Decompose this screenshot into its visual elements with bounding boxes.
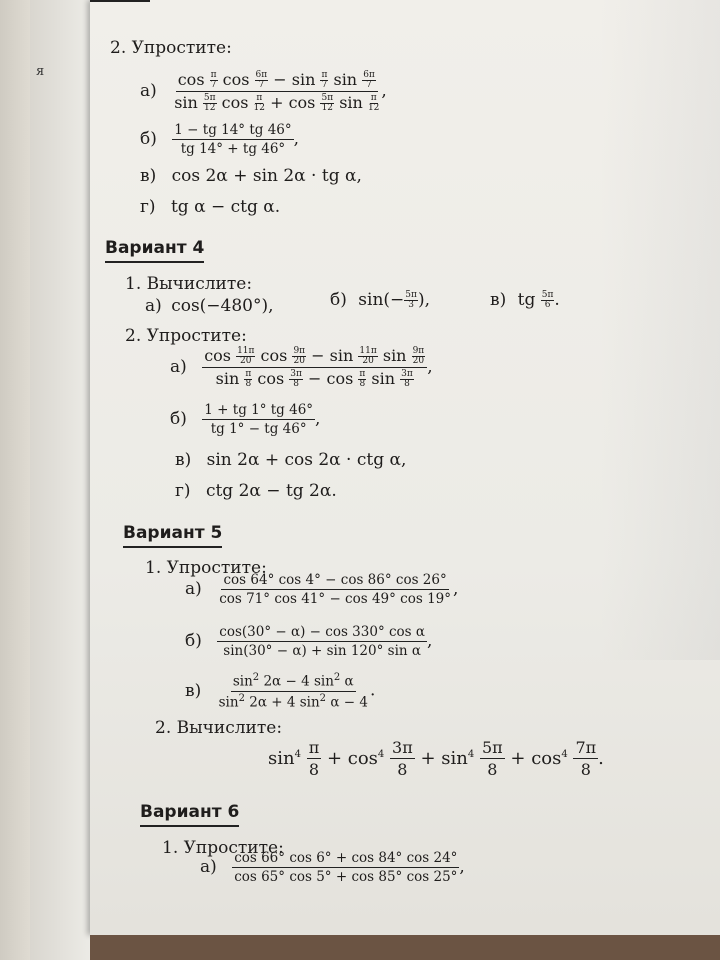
inline-fraction: $\frac{\pi}{12}$: [253, 93, 265, 113]
v3-task2-heading: 2. Упростите:: [110, 38, 232, 58]
v3-a-denominator: sin $\frac{5\pi}{12}$ cos $\frac{\pi}{12}$ + cos $\frac{5\pi}{12}$ sin $\frac{\pi}{12}$: [174, 93, 380, 113]
power-term: $\sin^4$ $\frac{5\pi}{8}$ +: [441, 738, 532, 779]
v4-task1-c: в) tg $\frac{5\pi}{6}$ .: [490, 290, 560, 310]
variant-6-heading: Вариант 6: [140, 802, 239, 827]
inline-fraction: $\frac{\pi}{8}$: [359, 369, 366, 389]
v4-task1-a: а) cos(−480°),: [145, 296, 274, 316]
inline-fraction: $\frac{\pi}{7}$: [210, 70, 217, 90]
v3-item-a: а) cos $\frac{\pi}{7}$ cos $\frac{6\pi}{7}$ − sin $\frac{\pi}{7}$ sin $\frac{6\pi}{7}$ sin $\frac{5\pi}{12}$ cos $\frac{\pi}{12}$ + cos $\frac{5\pi}{12}$ sin $\frac{\pi}{12}$ ,: [140, 70, 387, 113]
v5-task1-heading: 1. Упростите:: [145, 558, 267, 578]
variant-5-heading: Вариант 5: [123, 523, 222, 548]
v6-task1-heading: 1. Упростите:: [162, 838, 284, 858]
v4-item-b: б) $\frac{1 + tg 1^\circ tg 46^\circ}{tg 1^\circ - tg 46^\circ}$ ,: [170, 402, 321, 437]
inline-fraction: $\frac{9\pi}{20}$: [293, 346, 306, 366]
v5-item-a: а) $\frac{\cos 64^\circ \cos 4^\circ - \cos 86^\circ \cos 26^\circ}{\cos 71^\circ \cos 41^\circ - \cos 49^\circ \cos 19^\circ}$ ,: [185, 572, 459, 607]
inline-fraction: $\frac{\pi}{8}$: [245, 369, 252, 389]
v5-task2-expression: [268, 738, 604, 779]
table-surface: [90, 935, 720, 960]
v3-item-d: г) tg α − ctg α.: [140, 197, 281, 217]
inline-fraction: $\frac{6\pi}{7}$: [363, 70, 375, 90]
inline-fraction: $\frac{5\pi}{12}$: [203, 93, 216, 113]
previous-page-edge: [30, 0, 92, 960]
v4-a-fraction: cos $\frac{11\pi}{20}$ cos $\frac{9\pi}{20}$ − sin $\frac{11\pi}{20}$ sin $\frac{9\pi}{20}$ sin $\frac{\pi}{8}$ cos $\frac{3\pi}{8}$ − cos $\frac{\pi}{8}$ sin $\frac{3\pi}{8}$: [202, 346, 427, 389]
inline-fraction: $\frac{3\pi}{8}$: [290, 369, 302, 389]
v3-a-numerator: cos $\frac{\pi}{7}$ cos $\frac{6\pi}{7}$ − sin $\frac{\pi}{7}$ sin $\frac{6\pi}{7}$: [176, 70, 378, 92]
variant-4-heading: Вариант 4: [105, 238, 204, 263]
book-page: [90, 0, 720, 935]
top-rule: [90, 0, 150, 2]
v4-item-a: а) cos $\frac{11\pi}{20}$ cos $\frac{9\pi}{20}$ − sin $\frac{11\pi}{20}$ sin $\frac{9\pi}{20}$ sin $\frac{\pi}{8}$ cos $\frac{3\pi}{8}$ − cos $\frac{\pi}{8}$ sin $\frac{3\pi}{8}$ ,: [170, 346, 433, 389]
v3-a-fraction: [172, 70, 381, 113]
inline-fraction: $\frac{11\pi}{20}$: [237, 346, 255, 366]
v4-item-c: в) sin 2α + cos 2α · ctg α,: [175, 450, 407, 470]
v4-item-d: г) ctg 2α − tg 2α.: [175, 481, 337, 501]
inline-fraction: $\frac{3\pi}{8}$: [401, 369, 413, 389]
v4-task1-heading: 1. Вычислите:: [125, 274, 253, 294]
v3-b-fraction: $\frac{1 - tg 14^\circ tg 46^\circ}{tg 14^\circ + tg 46^\circ}$: [174, 122, 292, 157]
v5-item-c: в) $\frac{\sin^2 2\alpha - 4 \sin^2 \alpha}{\sin^2 2\alpha + 4 \sin^2 \alpha - 4}$ .: [185, 672, 376, 710]
power-term: $\cos^4$ $\frac{7\pi}{8}$ .: [531, 738, 604, 779]
v5-task2-heading: 2. Вычислите:: [155, 718, 283, 738]
v3-item-c: в) cos 2α + sin 2α · tg α,: [140, 166, 362, 186]
v6-item-a: а) $\frac{\cos 66^\circ \cos 6^\circ + \cos 84^\circ \cos 24^\circ}{\cos 65^\circ \cos 5^\circ + \cos 85^\circ \cos 25^\circ}$ ,: [200, 850, 465, 885]
v4-task1-b: б) sin(− $\frac{5\pi}{3}$ ),: [330, 290, 430, 310]
v3-item-b: б) $\frac{1 - tg 14^\circ tg 46^\circ}{tg 14^\circ + tg 46^\circ}$ ,: [140, 122, 300, 157]
inline-fraction: $\frac{6\pi}{7}$: [255, 70, 268, 90]
previous-page-letter: я: [36, 64, 45, 79]
power-term: $\sin^4$ $\frac{\pi}{8}$ +: [268, 738, 348, 779]
v5-item-b: б) $\frac{\text{cos(30° − α) − cos 330° cos α}}{\text{sin(30° − α) + sin 120° sin α}}$ ,: [185, 624, 433, 659]
inline-fraction: $\frac{\pi}{7}$: [321, 70, 328, 90]
power-term: $\cos^4$ $\frac{3\pi}{8}$ +: [347, 738, 442, 779]
inline-fraction: $\frac{\pi}{12}$: [367, 93, 380, 113]
inline-fraction: $\frac{9\pi}{20}$: [412, 346, 425, 366]
v4-task2-heading: 2. Упростите:: [125, 326, 247, 346]
inline-fraction: $\frac{11\pi}{20}$: [359, 346, 377, 366]
inline-fraction: $\frac{5\pi}{12}$: [321, 93, 334, 113]
